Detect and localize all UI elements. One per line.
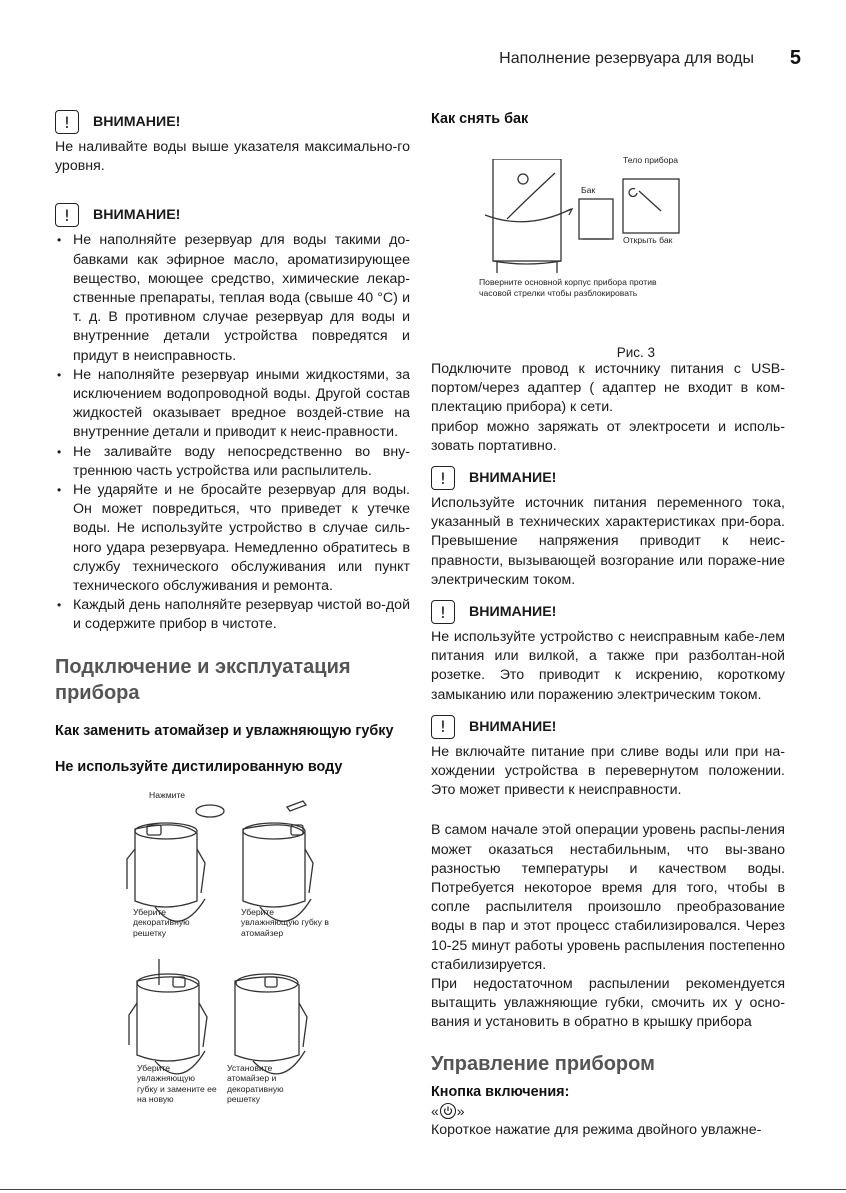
- figure-3: [431, 155, 785, 339]
- warning-heading: [431, 466, 785, 490]
- rotate-note: Поверните основной корпус прибора против часовой стрелки чтобы разблокировать: [479, 277, 657, 298]
- page-header: [0, 47, 846, 74]
- warning-icon: !: [431, 466, 455, 490]
- quote-open: «: [431, 1102, 439, 1119]
- right-column: [431, 110, 785, 1140]
- paragraph: Подключите провод к источнику питания с USB-портом/через адаптер ( адаптер не входит в ком-плектацию прибора) к сети.: [431, 361, 785, 416]
- warning-heading: [431, 600, 785, 624]
- tank-label: Бак: [581, 185, 596, 195]
- footer-rule: [0, 1189, 846, 1190]
- warning-text: Не включайте питание при сливе воды или при на-хождении устройства в перевернутом положении. Это может привести к неисправности.: [431, 743, 785, 799]
- running-title: Наполнение резервуара для воды: [499, 50, 754, 67]
- power-button-label: Кнопка включения:: [431, 1083, 570, 1100]
- warning-icon: !: [55, 203, 79, 227]
- warning-label: ВНИМАНИЕ!: [469, 470, 557, 487]
- section-title: Подключение и эксплуатация прибора: [55, 655, 351, 704]
- press-label: Нажмите: [149, 789, 186, 800]
- warning-heading: [431, 715, 785, 739]
- power-icon: [439, 1102, 457, 1120]
- list-item: • Не наполняйте резервуар иными жидкостями, за исключением водопроводной воды. Другой состав жидкостей оказывает вредное воздей-ствие на внутренние детали и приводит к неис-правности.: [55, 366, 410, 443]
- power-button-glyph: [431, 1102, 465, 1120]
- quote-close: »: [456, 1102, 465, 1119]
- warning-icon: !: [431, 715, 455, 739]
- section-title: Управление прибором: [431, 1052, 655, 1075]
- warning-label: ВНИМАНИЕ!: [469, 604, 557, 621]
- subsection-title: Как снять бак: [431, 111, 529, 127]
- subsection-title: Как заменить атомайзер и увлажняющую губку: [55, 722, 394, 739]
- warning-heading: [55, 110, 410, 134]
- list-item: • Каждый день наполняйте резервуар чистой во-дой и содержите прибор в чистоте.: [55, 596, 410, 634]
- step-label: Уберите декоративную решетку: [133, 906, 190, 938]
- subsection-title: Не используйте дистилированную воду: [55, 758, 343, 775]
- list-item: • Не наполняйте резервуар для воды такими до-бавками как эфирное масло, ароматизирующее вещество, моющее средство, химические лекар-ственные препараты, теплая вода (свыше 40 °C) и т. д. В противном случае резервуар для воды и внутренние детали устройства повредятся и придут в неисправность.: [55, 231, 410, 365]
- tank-removal-illustration: [431, 159, 785, 339]
- step-label: Уберите увлажняющую губку в атомайзер: [241, 906, 329, 938]
- warning-icon: !: [55, 110, 79, 134]
- figure-caption: Рис. 3: [616, 345, 655, 360]
- left-column: [55, 110, 410, 1119]
- page-number: 5: [789, 47, 801, 69]
- warning-heading: [55, 203, 410, 227]
- step-label: Установите атомайзер и декоративную решетку: [227, 1062, 284, 1105]
- paragraph: Короткое нажатие для режима двойного увлажне-: [431, 1121, 762, 1138]
- warning-label: ВНИМАНИЕ!: [93, 207, 181, 224]
- open-label: Открыть бак: [623, 235, 673, 245]
- paragraph: прибор можно заряжать от электросети и исполь-зовать портативно.: [431, 418, 785, 454]
- body-label: Тело прибора: [623, 155, 679, 165]
- warning-label: ВНИМАНИЕ!: [93, 114, 181, 130]
- warning-text: Используйте источник питания переменного тока, указанный в технических характеристиках при-бора. Превышение напряжения приводит к неис-правности, вызывающей возгорание или пораже-ние электрическим током.: [431, 495, 785, 588]
- warning-text: Не наливайте воды выше указателя максимально-го уровня.: [55, 139, 410, 175]
- list-item: • Не ударяйте и не бросайте резервуар для воды. Он может повредиться, что приведет к утечке воды. Не используйте устройство в случае силь-ного удара резервуара. Немедленно обратитесь в службу технического обслуживания или пункт технического обслуживания и ремонта.: [55, 481, 410, 596]
- atomizer-figure: [55, 789, 410, 1119]
- paragraph: В самом начале этой операции уровень распы-ления может оказаться нестабильным, что вы-звано разностью температуры и качеством воды. Потребуется некоторое время для того, чтобы в сопле распылителя произошло преобразование воды в пар и этот процесс стабилизировался. Через 10-25 минут работы уровень распыления постепенно стабилизируется.: [431, 822, 785, 973]
- warning-text: Не используйте устройство с неисправным кабе-лем питания или вилкой, а также при разболтан-ной розетке. Это приводит к искрению, короткому замыканию или поражению электрическим током.: [431, 629, 785, 703]
- step-label: Уберите увлажняющую губку и замените ее на новую: [137, 1062, 217, 1105]
- warning-icon: !: [431, 600, 455, 624]
- paragraph: При недостаточном распылении рекомендуется вытащить увлажняющие губки, смочить их у осно-вания и установить в обратно в крышку прибора: [431, 976, 785, 1031]
- list-item: • Не заливайте воду непосредственно во вну-треннюю часть устройства или распылитель.: [55, 443, 410, 481]
- warning-list: [55, 231, 410, 634]
- warning-label: ВНИМАНИЕ!: [469, 718, 557, 735]
